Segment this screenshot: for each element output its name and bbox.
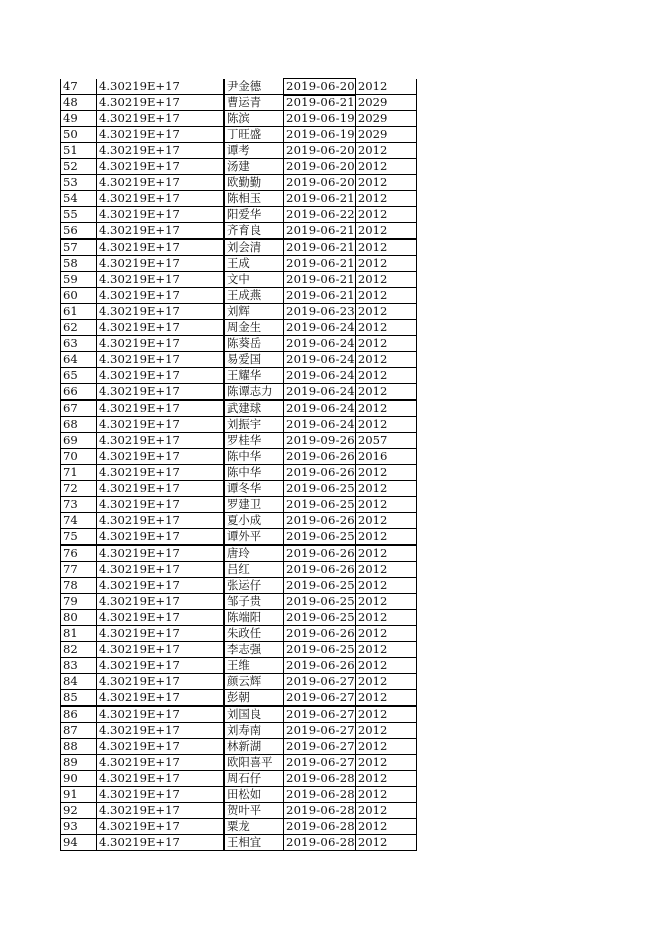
date-cell[interactable]: 2019-06-26 [284,545,356,562]
id-number-cell[interactable]: 4.30219E+17 [97,191,225,207]
name-cell[interactable]: 颜云辉 [224,674,284,690]
table-row [61,400,417,417]
name-cell[interactable]: 王耀华 [224,368,284,384]
row-number-cell[interactable]: 89 [61,755,97,771]
table-row [61,529,417,546]
id-number-cell[interactable]: 4.30219E+17 [97,481,225,497]
year-cell[interactable]: 2012 [355,723,416,739]
year-cell[interactable]: 2012 [355,368,416,384]
table-row [61,175,417,191]
id-number-cell[interactable]: 4.30219E+17 [97,127,225,143]
date-cell[interactable]: 2019-06-21 [284,191,356,207]
id-number-cell[interactable]: 4.30219E+17 [97,513,225,529]
year-cell[interactable]: 2012 [355,352,416,368]
id-number-cell[interactable]: 4.30219E+17 [97,79,225,95]
table-row [61,449,417,465]
id-number-cell[interactable]: 4.30219E+17 [97,690,225,707]
id-number-cell[interactable]: 4.30219E+17 [97,723,225,739]
name-cell[interactable]: 林新湖 [224,739,284,755]
date-cell[interactable]: 2019-06-19 [284,111,356,127]
row-number-cell[interactable]: 81 [61,626,97,642]
id-number-cell[interactable]: 4.30219E+17 [97,803,225,819]
row-number-cell[interactable]: 53 [61,175,97,191]
year-cell[interactable]: 2012 [355,400,416,417]
date-cell[interactable]: 2019-06-25 [284,497,356,513]
spreadsheet-page [60,79,417,851]
name-cell[interactable]: 粟龙 [224,819,284,835]
year-cell[interactable]: 2012 [355,755,416,771]
name-cell[interactable]: 汤建 [224,159,284,175]
id-number-cell[interactable]: 4.30219E+17 [97,578,225,594]
row-number-cell[interactable]: 49 [61,111,97,127]
date-cell[interactable]: 2019-06-24 [284,320,356,336]
table-row [61,143,417,159]
year-cell[interactable]: 2012 [355,787,416,803]
date-cell[interactable]: 2019-06-20 [284,159,356,175]
table-row [61,159,417,175]
name-cell[interactable]: 邹子贵 [224,594,284,610]
date-cell[interactable]: 2019-06-21 [284,239,356,256]
row-number-cell[interactable]: 57 [61,239,97,256]
year-cell[interactable]: 2012 [355,143,416,159]
name-cell[interactable]: 罗建卫 [224,497,284,513]
id-number-cell[interactable]: 4.30219E+17 [97,642,225,658]
name-cell[interactable]: 张运仔 [224,578,284,594]
date-cell[interactable]: 2019-06-19 [284,127,356,143]
year-cell[interactable]: 2012 [355,304,416,320]
date-cell[interactable]: 2019-06-25 [284,529,356,546]
table-row [61,803,417,819]
year-cell[interactable]: 2012 [355,481,416,497]
row-number-cell[interactable]: 72 [61,481,97,497]
name-cell[interactable]: 唐玲 [224,545,284,562]
date-cell[interactable]: 2019-06-24 [284,417,356,433]
name-cell[interactable]: 王成燕 [224,288,284,304]
date-cell[interactable]: 2019-06-20 [284,175,356,191]
date-cell[interactable]: 2019-06-25 [284,578,356,594]
name-cell[interactable]: 陈中华 [224,449,284,465]
year-cell[interactable]: 2012 [355,159,416,175]
row-number-cell[interactable]: 65 [61,368,97,384]
name-cell[interactable]: 王成 [224,256,284,272]
table-row [61,272,417,288]
table-row [61,191,417,207]
row-number-cell[interactable]: 66 [61,384,97,401]
id-number-cell[interactable]: 4.30219E+17 [97,336,225,352]
name-cell[interactable]: 贺叶平 [224,803,284,819]
year-cell[interactable]: 2012 [355,384,416,401]
table-row [61,481,417,497]
date-cell[interactable]: 2019-06-28 [284,819,356,835]
id-number-cell[interactable]: 4.30219E+17 [97,256,225,272]
name-cell[interactable]: 欧阳喜平 [224,755,284,771]
id-number-cell[interactable]: 4.30219E+17 [97,159,225,175]
id-number-cell[interactable]: 4.30219E+17 [97,610,225,626]
table-row [61,578,417,594]
row-number-cell[interactable]: 64 [61,352,97,368]
name-cell[interactable]: 周石仔 [224,771,284,787]
id-number-cell[interactable]: 4.30219E+17 [97,674,225,690]
year-cell[interactable]: 2012 [355,658,416,674]
date-cell[interactable]: 2019-06-20 [284,143,356,159]
year-cell[interactable]: 2012 [355,819,416,835]
id-number-cell[interactable]: 4.30219E+17 [97,304,225,320]
year-cell[interactable]: 2029 [355,127,416,143]
row-number-cell[interactable]: 52 [61,159,97,175]
id-number-cell[interactable]: 4.30219E+17 [97,529,225,546]
row-number-cell[interactable]: 94 [61,835,97,851]
year-cell[interactable]: 2012 [355,529,416,546]
date-cell[interactable]: 2019-09-26 [284,433,356,449]
date-cell[interactable]: 2019-06-28 [284,803,356,819]
row-number-cell[interactable]: 86 [61,706,97,723]
name-cell[interactable]: 陈滨 [224,111,284,127]
name-cell[interactable]: 谭外平 [224,529,284,546]
row-number-cell[interactable]: 58 [61,256,97,272]
row-number-cell[interactable]: 68 [61,417,97,433]
table-row [61,465,417,481]
table-row [61,674,417,690]
year-cell[interactable]: 2012 [355,191,416,207]
row-number-cell[interactable]: 80 [61,610,97,626]
id-number-cell[interactable]: 4.30219E+17 [97,320,225,336]
table-row [61,352,417,368]
date-cell[interactable]: 2019-06-26 [284,465,356,481]
year-cell[interactable]: 2012 [355,835,416,851]
id-number-cell[interactable]: 4.30219E+17 [97,433,225,449]
table-row [61,497,417,513]
row-number-cell[interactable]: 60 [61,288,97,304]
date-cell[interactable]: 2019-06-27 [284,755,356,771]
date-cell[interactable]: 2019-06-28 [284,835,356,851]
id-number-cell[interactable]: 4.30219E+17 [97,272,225,288]
table-row [61,513,417,529]
table-row [61,835,417,851]
id-number-cell[interactable]: 4.30219E+17 [97,417,225,433]
name-cell[interactable]: 刘国良 [224,706,284,723]
year-cell[interactable]: 2012 [355,771,416,787]
name-cell[interactable]: 欧勤勤 [224,175,284,191]
table-row [61,111,417,127]
row-number-cell[interactable]: 76 [61,545,97,562]
name-cell[interactable]: 齐育良 [224,223,284,240]
name-cell[interactable]: 田松如 [224,787,284,803]
table-row [61,755,417,771]
name-cell[interactable]: 谭冬华 [224,481,284,497]
id-number-cell[interactable]: 4.30219E+17 [97,771,225,787]
table-row [61,706,417,723]
row-number-cell[interactable]: 47 [61,79,97,95]
row-number-cell[interactable]: 78 [61,578,97,594]
date-cell[interactable]: 2019-06-27 [284,674,356,690]
row-number-cell[interactable]: 50 [61,127,97,143]
year-cell[interactable]: 2012 [355,175,416,191]
name-cell[interactable]: 王维 [224,658,284,674]
row-number-cell[interactable]: 70 [61,449,97,465]
table-row [61,417,417,433]
table-row [61,127,417,143]
year-cell[interactable]: 2012 [355,239,416,256]
table-row [61,771,417,787]
year-cell[interactable]: 2012 [355,513,416,529]
name-cell[interactable]: 吕红 [224,562,284,578]
row-number-cell[interactable]: 77 [61,562,97,578]
date-cell[interactable]: 2019-06-25 [284,481,356,497]
row-number-cell[interactable]: 74 [61,513,97,529]
id-number-cell[interactable]: 4.30219E+17 [97,497,225,513]
date-cell[interactable]: 2019-06-22 [284,207,356,223]
id-number-cell[interactable]: 4.30219E+17 [97,545,225,562]
name-cell[interactable]: 朱政任 [224,626,284,642]
name-cell[interactable]: 刘会清 [224,239,284,256]
id-number-cell[interactable]: 4.30219E+17 [97,626,225,642]
table-row [61,690,417,707]
name-cell[interactable]: 陈葵岳 [224,336,284,352]
row-number-cell[interactable]: 79 [61,594,97,610]
id-number-cell[interactable]: 4.30219E+17 [97,384,225,401]
name-cell[interactable]: 刘寿南 [224,723,284,739]
date-cell[interactable]: 2019-06-24 [284,400,356,417]
row-number-cell[interactable]: 61 [61,304,97,320]
year-cell[interactable]: 2012 [355,497,416,513]
date-cell[interactable]: 2019-06-27 [284,723,356,739]
id-number-cell[interactable]: 4.30219E+17 [97,449,225,465]
date-cell[interactable]: 2019-06-26 [284,562,356,578]
id-number-cell[interactable]: 4.30219E+17 [97,175,225,191]
name-cell[interactable]: 曹运青 [224,95,284,111]
row-number-cell[interactable]: 73 [61,497,97,513]
row-number-cell[interactable]: 83 [61,658,97,674]
date-cell[interactable]: 2019-06-27 [284,690,356,707]
date-cell[interactable]: 2019-06-24 [284,352,356,368]
id-number-cell[interactable]: 4.30219E+17 [97,111,225,127]
date-cell[interactable]: 2019-06-20 [284,79,356,95]
name-cell[interactable]: 陈谭志力 [224,384,284,401]
table-row [61,239,417,256]
id-number-cell[interactable]: 4.30219E+17 [97,223,225,240]
table-row [61,433,417,449]
name-cell[interactable]: 刘振宇 [224,417,284,433]
year-cell[interactable]: 2012 [355,320,416,336]
date-cell[interactable]: 2019-06-26 [284,658,356,674]
table-row [61,320,417,336]
row-number-cell[interactable]: 48 [61,95,97,111]
table-row [61,336,417,352]
id-number-cell[interactable]: 4.30219E+17 [97,368,225,384]
date-cell[interactable]: 2019-06-21 [284,272,356,288]
name-cell[interactable]: 阳爱华 [224,207,284,223]
name-cell[interactable]: 陈相玉 [224,191,284,207]
table-row [61,739,417,755]
name-cell[interactable]: 文中 [224,272,284,288]
date-cell[interactable]: 2019-06-23 [284,304,356,320]
date-cell[interactable]: 2019-06-27 [284,739,356,755]
year-cell[interactable]: 2029 [355,111,416,127]
table-row [61,723,417,739]
name-cell[interactable]: 谭考 [224,143,284,159]
year-cell[interactable]: 2012 [355,272,416,288]
row-number-cell[interactable]: 54 [61,191,97,207]
row-number-cell[interactable]: 62 [61,320,97,336]
row-number-cell[interactable]: 92 [61,803,97,819]
year-cell[interactable]: 2012 [355,706,416,723]
date-cell[interactable]: 2019-06-24 [284,384,356,401]
year-cell[interactable]: 2012 [355,207,416,223]
id-number-cell[interactable]: 4.30219E+17 [97,787,225,803]
id-number-cell[interactable]: 4.30219E+17 [97,739,225,755]
date-cell[interactable]: 2019-06-21 [284,288,356,304]
row-number-cell[interactable]: 91 [61,787,97,803]
year-cell[interactable]: 2012 [355,674,416,690]
row-number-cell[interactable]: 63 [61,336,97,352]
table-row [61,658,417,674]
date-cell[interactable]: 2019-06-21 [284,223,356,240]
name-cell[interactable]: 刘辉 [224,304,284,320]
table-row [61,256,417,272]
id-number-cell[interactable]: 4.30219E+17 [97,819,225,835]
table-row [61,545,417,562]
date-cell[interactable]: 2019-06-21 [284,95,356,111]
row-number-cell[interactable]: 55 [61,207,97,223]
name-cell[interactable]: 易爱国 [224,352,284,368]
id-number-cell[interactable]: 4.30219E+17 [97,239,225,256]
year-cell[interactable]: 2012 [355,288,416,304]
table-row [61,610,417,626]
year-cell[interactable]: 2016 [355,449,416,465]
year-cell[interactable]: 2012 [355,256,416,272]
row-number-cell[interactable]: 90 [61,771,97,787]
row-number-cell[interactable]: 71 [61,465,97,481]
table-row [61,79,417,95]
date-cell[interactable]: 2019-06-26 [284,449,356,465]
id-number-cell[interactable]: 4.30219E+17 [97,400,225,417]
name-cell[interactable]: 陈端阳 [224,610,284,626]
id-number-cell[interactable]: 4.30219E+17 [97,562,225,578]
id-number-cell[interactable]: 4.30219E+17 [97,465,225,481]
table-row [61,304,417,320]
row-number-cell[interactable]: 82 [61,642,97,658]
id-number-cell[interactable]: 4.30219E+17 [97,835,225,851]
table-body [61,79,417,851]
name-cell[interactable]: 武建球 [224,400,284,417]
date-cell[interactable]: 2019-06-25 [284,642,356,658]
row-number-cell[interactable]: 51 [61,143,97,159]
row-number-cell[interactable]: 84 [61,674,97,690]
year-cell[interactable]: 2012 [355,336,416,352]
table-row [61,95,417,111]
row-number-cell[interactable]: 56 [61,223,97,240]
date-cell[interactable]: 2019-06-24 [284,336,356,352]
year-cell[interactable]: 2012 [355,79,416,95]
year-cell[interactable]: 2012 [355,739,416,755]
year-cell[interactable]: 2012 [355,594,416,610]
table-row [61,642,417,658]
year-cell[interactable]: 2012 [355,578,416,594]
table-row [61,288,417,304]
year-cell[interactable]: 2012 [355,610,416,626]
table-row [61,223,417,240]
name-cell[interactable]: 周金生 [224,320,284,336]
name-cell[interactable]: 陈中华 [224,465,284,481]
table-row [61,594,417,610]
year-cell[interactable]: 2057 [355,433,416,449]
date-cell[interactable]: 2019-06-26 [284,626,356,642]
row-number-cell[interactable]: 87 [61,723,97,739]
row-number-cell[interactable]: 69 [61,433,97,449]
row-number-cell[interactable]: 93 [61,819,97,835]
name-cell[interactable]: 尹金德 [224,79,284,95]
date-cell[interactable]: 2019-06-24 [284,368,356,384]
table-row [61,819,417,835]
id-number-cell[interactable]: 4.30219E+17 [97,594,225,610]
id-number-cell[interactable]: 4.30219E+17 [97,288,225,304]
table-row [61,562,417,578]
id-number-cell[interactable]: 4.30219E+17 [97,658,225,674]
id-number-cell[interactable]: 4.30219E+17 [97,755,225,771]
year-cell[interactable]: 2012 [355,642,416,658]
row-number-cell[interactable]: 67 [61,400,97,417]
table-row [61,368,417,384]
name-cell[interactable]: 丁旺盛 [224,127,284,143]
year-cell[interactable]: 2012 [355,545,416,562]
name-cell[interactable]: 王相宜 [224,835,284,851]
id-number-cell[interactable]: 4.30219E+17 [97,706,225,723]
row-number-cell[interactable]: 75 [61,529,97,546]
year-cell[interactable]: 2012 [355,803,416,819]
year-cell[interactable]: 2012 [355,562,416,578]
date-cell[interactable]: 2019-06-28 [284,787,356,803]
id-number-cell[interactable]: 4.30219E+17 [97,352,225,368]
name-cell[interactable]: 夏小成 [224,513,284,529]
date-cell[interactable]: 2019-06-25 [284,610,356,626]
name-cell[interactable]: 彭朝 [224,690,284,707]
name-cell[interactable]: 罗桂华 [224,433,284,449]
date-cell[interactable]: 2019-06-25 [284,594,356,610]
year-cell[interactable]: 2012 [355,223,416,240]
table-row [61,626,417,642]
date-cell[interactable]: 2019-06-26 [284,513,356,529]
year-cell[interactable]: 2012 [355,417,416,433]
year-cell[interactable]: 2012 [355,465,416,481]
date-cell[interactable]: 2019-06-28 [284,771,356,787]
id-number-cell[interactable]: 4.30219E+17 [97,207,225,223]
year-cell[interactable]: 2012 [355,626,416,642]
date-cell[interactable]: 2019-06-21 [284,256,356,272]
year-cell[interactable]: 2029 [355,95,416,111]
table-row [61,207,417,223]
row-number-cell[interactable]: 59 [61,272,97,288]
name-cell[interactable]: 李志强 [224,642,284,658]
id-number-cell[interactable]: 4.30219E+17 [97,143,225,159]
id-number-cell[interactable]: 4.30219E+17 [97,95,225,111]
table-row [61,787,417,803]
row-number-cell[interactable]: 85 [61,690,97,707]
data-table [60,79,417,851]
row-number-cell[interactable]: 88 [61,739,97,755]
table-row [61,384,417,401]
year-cell[interactable]: 2012 [355,690,416,707]
date-cell[interactable]: 2019-06-27 [284,706,356,723]
